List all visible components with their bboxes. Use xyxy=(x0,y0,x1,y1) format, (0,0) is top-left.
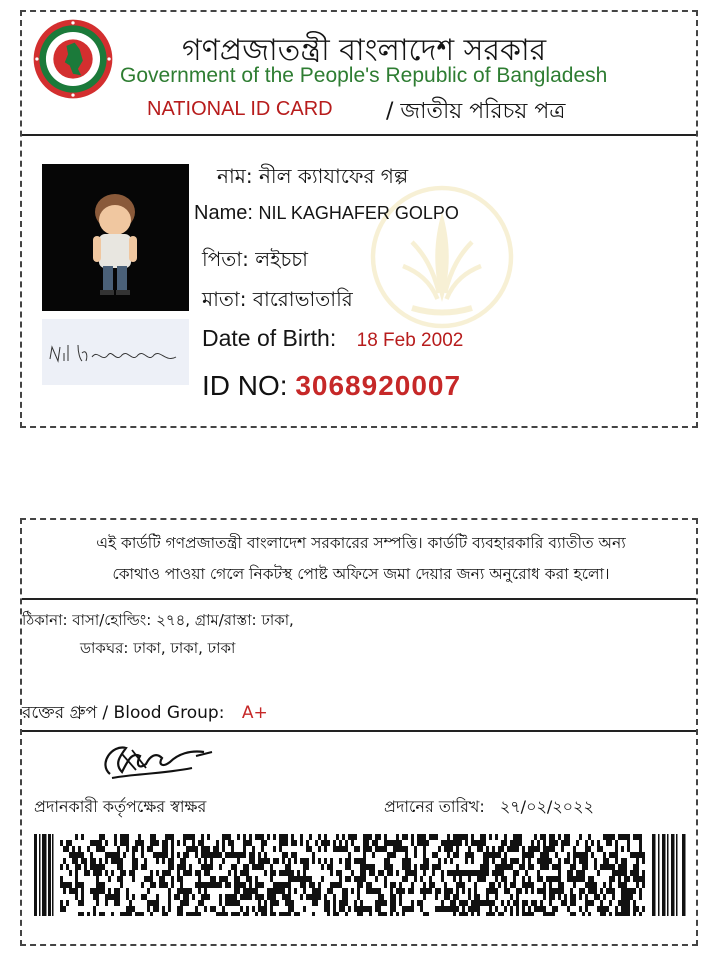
father-name-row xyxy=(202,245,308,278)
name-bengali-row xyxy=(217,162,408,195)
blood-group-label: রক্তের গ্রুপ / Blood Group: xyxy=(22,703,225,723)
date-of-birth-label: Date of Birth: xyxy=(202,325,337,351)
name-english-label: Name: xyxy=(194,202,253,224)
blood-group-row xyxy=(22,700,268,728)
address-line-1: ঠিকানা: বাসা/হোল্ডিং: ২৭৪, গ্রাম/রাস্তা: ঢাকা, xyxy=(22,611,294,629)
father-name-value: লইচচা xyxy=(255,247,308,271)
issue-date-label: প্রদানের তারিখ: xyxy=(384,797,485,816)
notice-line-1: এই কার্ডটি গণপ্রজাতন্ত্রী বাংলাদেশ সরকারের সম্পত্তি। কার্ডটি ব্যবহারকারি ব্যাতীত অন্য xyxy=(96,534,626,552)
date-of-birth-value: 18 Feb 2002 xyxy=(356,330,464,351)
holder-photo xyxy=(42,164,189,311)
address-line-2: ডাকঘর: ঢাকা, ঢাকা, ঢাকা xyxy=(80,639,236,657)
name-bengali-value: নীল ক্যাযাফের গল্প xyxy=(258,164,409,188)
id-number-row xyxy=(202,370,461,402)
name-english-value: NIL KAGHAFER GOLPO xyxy=(258,203,459,223)
blood-group-value: A+ xyxy=(241,703,268,723)
id-number-label: ID NO: xyxy=(202,370,288,401)
issuing-authority-signature-label: প্রদানকারী কর্তৃপক্ষের স্বাক্ষর xyxy=(34,797,207,816)
divider xyxy=(22,598,696,600)
issue-date-value: ২৭/০২/২০২২ xyxy=(499,797,594,816)
cartoon-person-icon xyxy=(42,164,189,311)
card-type-label-english: NATIONAL ID CARD xyxy=(147,98,333,120)
mother-name-value: বারোভাতারি xyxy=(252,287,353,311)
card-type-label-bengali: / জাতীয় পরিচয় পত্র xyxy=(386,99,566,124)
nid-card-back xyxy=(20,518,698,946)
name-english-row xyxy=(194,202,459,225)
pdf417-barcode xyxy=(34,834,689,916)
authority-signature xyxy=(92,734,222,792)
name-bengali-label: নাম: xyxy=(217,164,253,188)
id-number-value: 3068920007 xyxy=(295,370,462,401)
divider xyxy=(22,730,696,732)
father-name-label: পিতা: xyxy=(202,247,249,271)
mother-name-label: মাতা: xyxy=(202,287,247,311)
card-header xyxy=(22,12,696,136)
government-title-english: Government of the People's Republic of Bangladesh xyxy=(120,64,608,87)
government-title-bengali: গণপ্রজাতন্ত্রী বাংলাদেশ সরকার xyxy=(182,33,547,68)
holder-signature xyxy=(42,319,189,385)
government-seal-icon xyxy=(32,18,114,100)
issue-date-row xyxy=(384,794,594,821)
date-of-birth-row xyxy=(202,325,463,352)
notice-line-2: কোথাও পাওয়া গেলে নিকটস্থ পোষ্ট অফিসে জমা দেয়ার জন্য অনুরোধ করা হলো। xyxy=(112,565,610,583)
address-block xyxy=(22,606,294,662)
nid-card-front xyxy=(20,10,698,428)
holder-signature-box xyxy=(42,319,189,385)
mother-name-row xyxy=(202,285,353,318)
ownership-notice xyxy=(32,528,690,590)
